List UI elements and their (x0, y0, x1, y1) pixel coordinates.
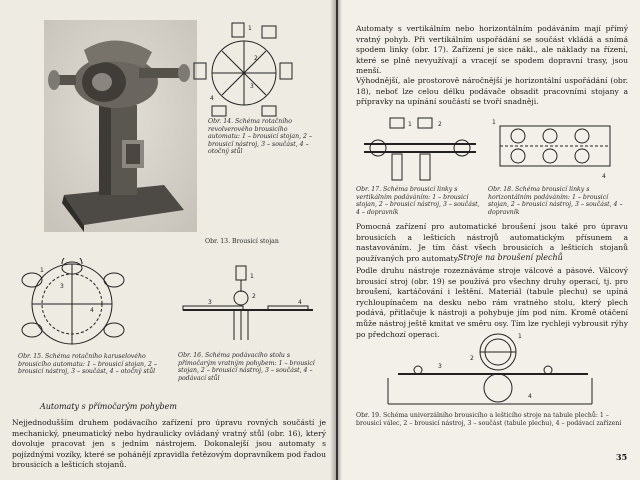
svg-text:2: 2 (438, 121, 442, 128)
right-para3: Pomocná zařízení pro automatické broušení jsou také pro úpravu brousicích a lešticích nástrojů automatickým přísunem a nastavováním. Je tím část všech brousicích a lešticích stojanů používaných pro automaty. (356, 222, 628, 263)
svg-text:4: 4 (528, 393, 532, 400)
section-heading: Automaty s přímočarým pohybem (40, 402, 177, 411)
fig16-diagram (178, 262, 318, 342)
svg-text:3: 3 (60, 283, 64, 290)
svg-text:4: 4 (298, 299, 302, 306)
fig14-caption: Obr. 14. Schéma rotačního revolverového brousicího automatu: 1 – brousicí stojan, 2 – brousicí nástroj, 3 – součást, 4 – otočný stůl (208, 118, 313, 156)
fig15-caption: Obr. 15. Schéma rotačního karuselového brousicího automatu: 1 – brousicí stojan, 2 – brousicí nástroj, 3 – součást, 4 – otočný stůl (18, 353, 157, 376)
svg-text:1: 1 (492, 119, 496, 126)
svg-text:4: 4 (210, 95, 214, 102)
fig15-diagram (10, 258, 135, 350)
svg-text:1: 1 (518, 333, 522, 340)
fig18-diagram (490, 116, 620, 186)
book-gutter (330, 0, 342, 480)
fig16-caption: Obr. 16. Schéma podávacího stolu s přímočarým vratným pohybem: 1 – brousicí stojan, 2 – brousicí nástroj, 3 – součást, 4 – podávací stůl (178, 352, 315, 382)
fig17-diagram (360, 114, 480, 184)
svg-text:1: 1 (40, 267, 44, 274)
svg-text:2: 2 (254, 55, 258, 62)
right-page (338, 0, 640, 480)
fig19-caption: Obr. 19. Schéma univerzálního brousicího a lešticího stroje na tabule plechů: 1 – brousicí válec, 2 – brousicí nástroj, 3 – součást (tabule plechu), 4 – podávací zařízení (356, 412, 622, 427)
svg-text:3: 3 (250, 83, 254, 90)
svg-text:2: 2 (470, 355, 474, 362)
right-para1: Automaty s vertikálním nebo horizontálním podáváním mají přímý vratný pohyb. Při vertikálním uspořádání se součást vkládá a snímá spodem linky (obr. 17). Zařízení je sice nákl., ale náklady na řízení, které se plně nevyužívají a vracejí se spodem dopravní trasy, jsou menší. (356, 24, 628, 76)
svg-text:4: 4 (90, 307, 94, 314)
svg-text:2: 2 (252, 293, 256, 300)
svg-text:1: 1 (248, 25, 252, 32)
svg-text:3: 3 (208, 299, 212, 306)
grinding-stand-photo (44, 20, 197, 232)
svg-text:1: 1 (250, 273, 254, 280)
fig18-caption: Obr. 18. Schéma brousicí linky s horizontálním podáváním: 1 – brousicí stojan, 2 – brousicí nástroj, 3 – součást, 4 – dopravník (488, 186, 623, 216)
subsection-heading: Stroje na broušení plechů (458, 253, 563, 262)
fig19-diagram (378, 328, 598, 408)
svg-text:4: 4 (602, 173, 606, 180)
fig13-caption: Obr. 13. Brousicí stojan (205, 238, 279, 245)
fig14-diagram (192, 18, 297, 118)
right-para2: Výhodnější, ale prostorově náročnější je horizontální uspořádání (obr. 18), neboť lze celou délku podávače obsadit pracovními stojany a přípravky na upínání součástí se tvoří snadněji. (356, 76, 628, 107)
page-number: 35 (616, 452, 628, 462)
right-para4: Podle druhu nástroje rozeznáváme stroje válcové a pásové. Válcový brousicí stroj (obr. 19) se používá pro všechny druhy operací, tj. pro broušení, kartáčování i leštění. Materiál (tabule plechu) se upíná rychloupínačem na desku nebo rám vratného stolu, který plech podává, přitlačuje k nástroji a pohybuje jím pod ním. Kromě otáčení může nástroj ještě kmitat ve směru osy. Tím lze rychleji vybrousit rýhy po předchozí operaci. (356, 266, 628, 339)
left-body-text: Nejjednodušším druhem podávacího zařízení pro úpravu rovných součástí je mechanický, pneumatický nebo hydraulicky ovládaný vratný stůl (obr. 16), který dovoluje pracovat jen s jedním nástrojem. Dokonalejší jsou automaty s pojízdnými vozíky, které se pohánějí zpravidla řetězovým dopravníkem pod řadou brousicích a lešticích stojanů. (12, 418, 326, 470)
svg-text:1: 1 (408, 121, 412, 128)
svg-text:3: 3 (438, 363, 442, 370)
fig17-caption: Obr. 17. Schéma brousicí linky s vertikálním podáváním: 1 – brousicí stojan, 2 – brousicí nástroj, 3 – součást, 4 – dopravník (356, 186, 480, 216)
